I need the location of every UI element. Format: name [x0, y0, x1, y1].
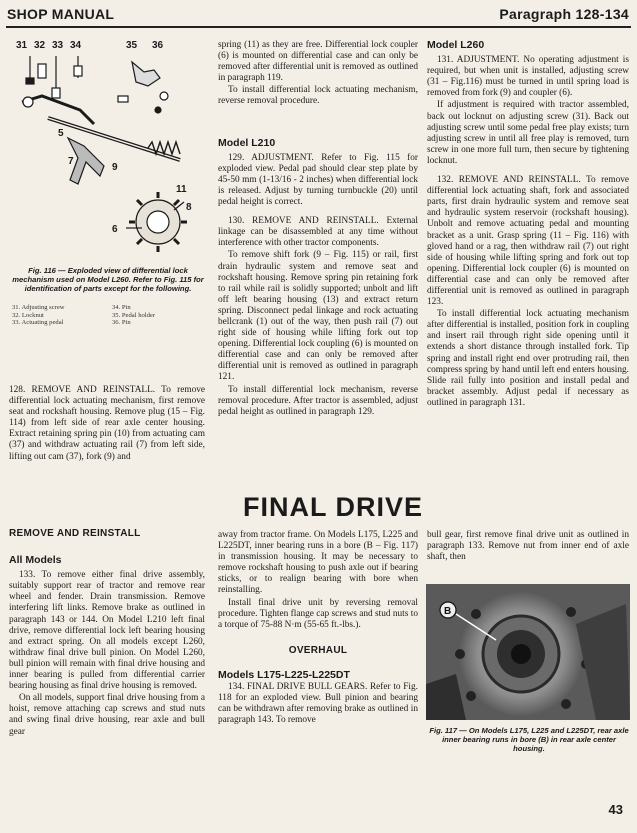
paragraph-131: 131. ADJUSTMENT. No operating adjustment is required, but when unit is installed, adjusting screw (31 – Fig.116) must be turned in until spring load is removed from fork (9) and coupler (6). — [427, 55, 629, 99]
figure-116-legend-right — [112, 304, 207, 327]
paragraph-install-final-drive: Install final drive unit by reversing removal procedure. Tighten flange cap screws and stud nuts to a torque of 75-88 N·m (55-65 ft.-lbs.). — [218, 597, 418, 630]
callout-8: 8 — [186, 202, 192, 213]
differential-lock-exploded-diagram — [8, 34, 204, 262]
header-rule — [6, 26, 631, 28]
heading-all-models: All Models — [9, 554, 62, 567]
figure-117-caption: Fig. 117 — On Models L175, L225 and L225DT, rear axle inner bearing runs in bore (B) in rear axle center housing. — [429, 726, 629, 753]
callout-35: 35 — [126, 40, 138, 51]
legend-item: 34. Pin — [112, 304, 131, 311]
paragraph-130: 130. REMOVE AND REINSTALL. External linkage can be disassembled at any time without interference with other tractor components. — [218, 216, 418, 249]
callout-33: 33 — [52, 40, 64, 51]
column-1-upper — [9, 385, 205, 464]
manual-title: SHOP MANUAL — [7, 6, 115, 22]
column-3-upper — [427, 40, 629, 410]
paragraph-132-install: To install differential lock actuating mechanism after differential is installed, position fork in coupling and insert rail through right side opening until it extends a short distance through installed fork. Tip spring and install right end over protruding rail, then compress spring by hand until left end enters housing. Slide rail fully into position and install pedal and bracket assembly. Adjust pedal if necessary as outlined in paragraph 131. — [427, 309, 629, 408]
section-title-final-drive: FINAL DRIVE — [243, 492, 424, 522]
rear-axle-housing-photo — [426, 584, 630, 720]
paragraph-129: 129. ADJUSTMENT. Refer to Fig. 115 for exploded view. Pedal pad should clear step plate by 45-50 mm (1-13/16 - 2 inches) when differential lock is released. Adjust by turning turnbuckle (20) until pedal height is correct. — [218, 152, 418, 208]
column-1-lower — [9, 528, 205, 739]
callout-11: 11 — [176, 184, 187, 195]
column-2-lower — [218, 530, 418, 727]
legend-item: 36. Pin — [112, 319, 131, 327]
paragraph-132: 132. REMOVE AND REINSTALL. To remove differential lock actuating shaft, fork and associated parts, first drain hydraulic system and remove seat and hydraulic system reservoir (rockshaft housing). Unbolt and remove actuating pedal and mounting bracket as a unit. Grasp spring (11 – Fig. 116) with gloved hand or a rag, then withdraw rail (7) out right side of housing while lifting spring and fork out top opening. Differential lock coupler (6) is mounted on differential case and can only be removed after differential unit is removed as outlined in paragraph 123. — [427, 175, 629, 308]
legend-item: 32. Locknut — [12, 311, 44, 319]
paragraph-133-continued: away from tractor frame. On Models L175, L225 and L225DT, inner bearing runs in a bore (B – Fig. 117) in transmission housing. It may be necessary to remove rockshaft housing to push axle out if bearing sticks, or to realign bearing with bore when reinstalling. — [218, 530, 418, 596]
callout-32: 32 — [34, 40, 46, 51]
paragraph-134-continued: bull gear, first remove final drive unit as outlined in paragraph 133. Remove nut from inner end of axle shaft, then — [427, 530, 629, 563]
column-3-lower — [427, 530, 629, 564]
paragraph-133: 133. To remove either final drive assembly, suitably support rear of tractor and remove rear wheel and fender. Drain transmission. Remove interfering lift links. Remove brake as outlined in paragraph 143 or 144. On Model L210 left final drive, remove differential lock left bearing housing and extract spring. On all models except L260, withdraw final drive bull pinion. On Model L260, bull pinion will remain with final drive housing and inner bearing is pulled from differential carrier bearing housing as final drive housing is removed. — [9, 570, 205, 692]
legend-item: 35. Pedal holder — [112, 311, 156, 319]
figure-116-caption: Fig. 116 — Exploded view of differential lock mechanism used on Model L260. Refer to Fig. 115 for identification of parts except for the following. — [12, 266, 204, 293]
callout-7: 7 — [68, 156, 74, 167]
paragraph-130-install: To install differential lock mechanism, reverse removal procedure. After tractor is assembled, adjust pedal height as outlined in paragraph 129. — [218, 384, 418, 417]
paragraph-130-body: To remove shift fork (9 – Fig. 115) or rail, first drain hydraulic system and remove seat and rockshaft housing. Remove spring pin retaining fork to rail while rail is solidly supported; unbolt and lift off left bearing housing (13) and extract return spring. Disconnect pedal linkage and rock actuating bellcrank (1) out of the way, then push rail (7) out right side of housing while lifting fork out top opening. Differential lock coupling (6) is mounted on differential case and can only be removed after differential unit is removed as outlined in paragraph 121. — [218, 250, 418, 383]
callout-9: 9 — [112, 162, 118, 173]
paragraph-134: 134. FINAL DRIVE BULL GEARS. Refer to Fig. 118 for an exploded view. Bull pinion and bearing can be withdrawn after removing brake as outlined in paragraph 143. To remove — [218, 682, 418, 726]
callout-31: 31 — [16, 40, 28, 51]
heading-models-l175-l225: Models L175-L225-L225DT — [218, 668, 350, 681]
paragraph-128: 128. REMOVE AND REINSTALL. To remove differential lock actuating mechanism, first remove seat and rockshaft housing. Remove plug (15 – Fig. 114) from left side of rear axle center housing. Extract retaining spring pin (10) from actuating cam (37) and withdraw actuating rail (7) from left side, lifting out cam (37), fork (9) and — [9, 385, 205, 462]
callout-6: 6 — [112, 224, 118, 235]
callout-5: 5 — [58, 128, 64, 139]
paragraph-continuation: spring (11) as they are free. Differential lock coupler (6) is mounted on differential case and can only be removed after differential unit is removed as outlined in paragraph 119. — [218, 40, 418, 84]
heading-model-l260: Model L260 — [427, 39, 485, 51]
figure-116-legend-left — [12, 304, 107, 327]
callout-36: 36 — [152, 40, 164, 51]
page-number: 43 — [608, 802, 623, 817]
paragraph-range: Paragraph 128-134 — [499, 6, 629, 22]
heading-overhaul: OVERHAUL — [288, 644, 348, 656]
paragraph-install: To install differential lock actuating mechanism, reverse removal procedure. — [218, 85, 418, 107]
heading-model-l210: Model L210 — [218, 136, 276, 149]
figure-117-photo — [426, 584, 630, 720]
paragraph-131-body: If adjustment is required with tractor assembled, back out locknut on adjusting screw (31). Back out adjusting screw until some pedal free play exists; turn adjusting screw in until all free play is removed, turn screw in one more full turn, then secure by tightening locknut. — [427, 100, 629, 166]
column-2-upper — [218, 40, 418, 419]
heading-remove-and-reinstall: REMOVE AND REINSTALL — [9, 528, 141, 539]
legend-item: 33. Actuating pedal — [12, 319, 64, 327]
figure-116 — [8, 34, 204, 262]
photo-label-b: B — [444, 606, 452, 617]
paragraph-133-body: On all models, support final drive housing from a hoist, remove attaching cap screws and stud nuts and swing final drive housing, rear axle and bull gear — [9, 693, 205, 737]
legend-item: 31. Adjusting screw — [12, 304, 65, 311]
callout-34: 34 — [70, 40, 82, 51]
